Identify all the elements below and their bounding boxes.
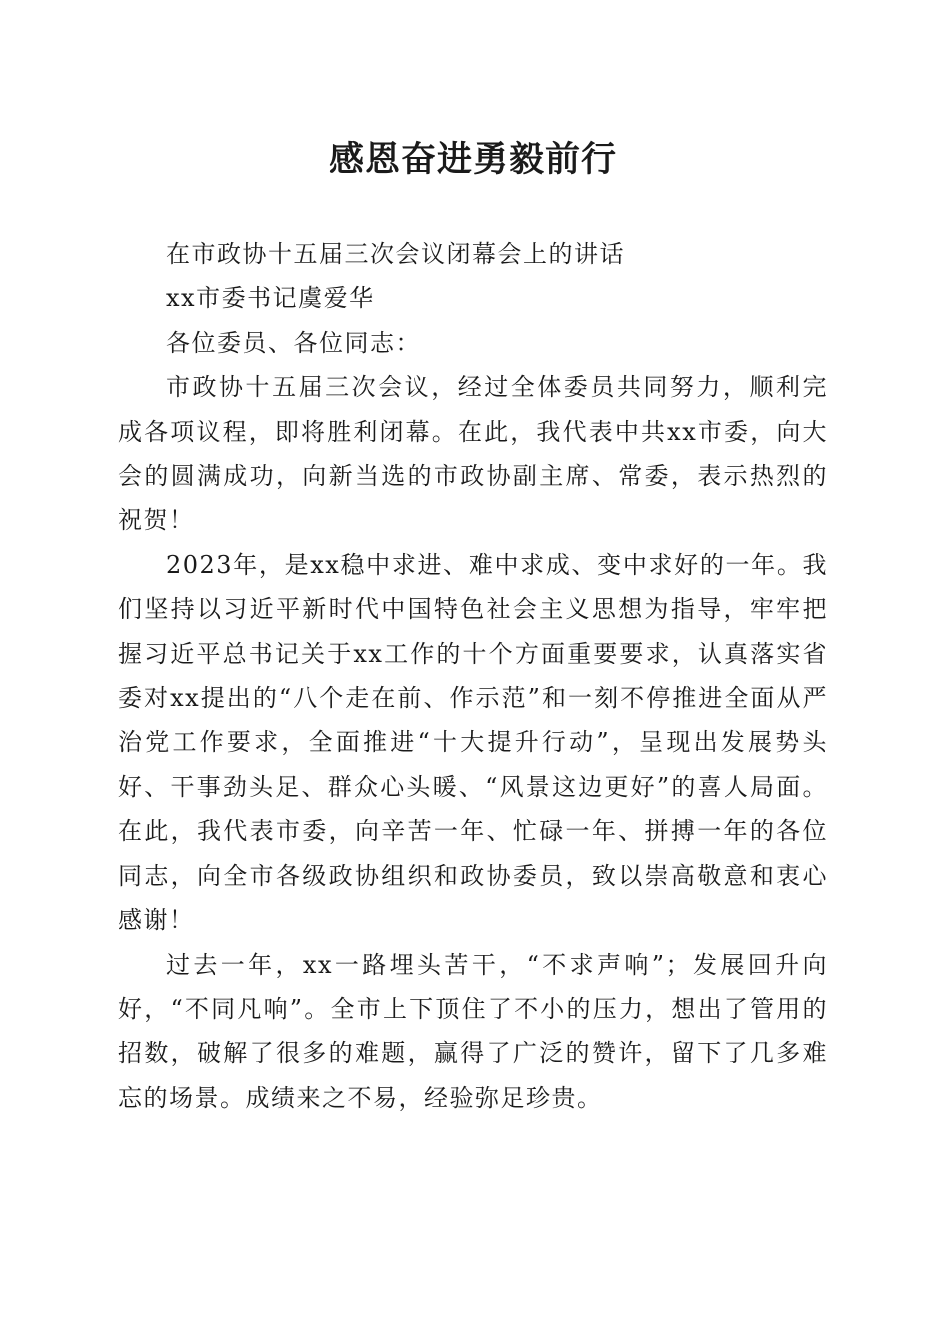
salutation: 各位委员、各位同志： [166,328,421,357]
speech-author: xx市委书记虞爱华 [166,284,375,313]
paragraph-2: 2023年，是xx稳中求进、难中求成、变中求好的一年。我们坚持以习近平新时代中国特色社会主义思想为指导，牢牢把握习近平总书记关于xx工作的十个方面重要要求，认真落实省委对xx提出的“八个走在前、作示范”和一刻不停推进全面从严治党工作要求，全面推进“十大提升行动”，呈现出发展势头好、干事劲头足、群众心头暖、“风景这边更好”的喜人局面。在此，我代表市委，向辛苦一年、忙碌一年、拼搏一年的各位同志，向全市各级政协组织和政协委员，致以崇高敬意和衷心感谢！ [118,550,828,935]
paragraph-1: 市政协十五届三次会议，经过全体委员共同努力，顺利完成各项议程，即将胜利闭幕。在此，我代表中共xx市委，向大会的圆满成功，向新当选的市政协副主席、常委，表示热烈的祝贺！ [118,373,828,535]
speech-subtitle: 在市政协十五届三次会议闭幕会上的讲话 [166,240,625,268]
paragraph-3: 过去一年，xx一路埋头苦干，“不求声响”；发展回升向好，“不同凡响”。全市上下顶住了不小的压力，想出了管用的招数，破解了很多的难题，赢得了广泛的赞许，留下了几多难忘的场景。成绩来之不易，经验弥足珍贵。 [118,950,828,1112]
document-title: 感恩奋进勇毅前行 [328,139,617,180]
document-body [118,232,828,1120]
